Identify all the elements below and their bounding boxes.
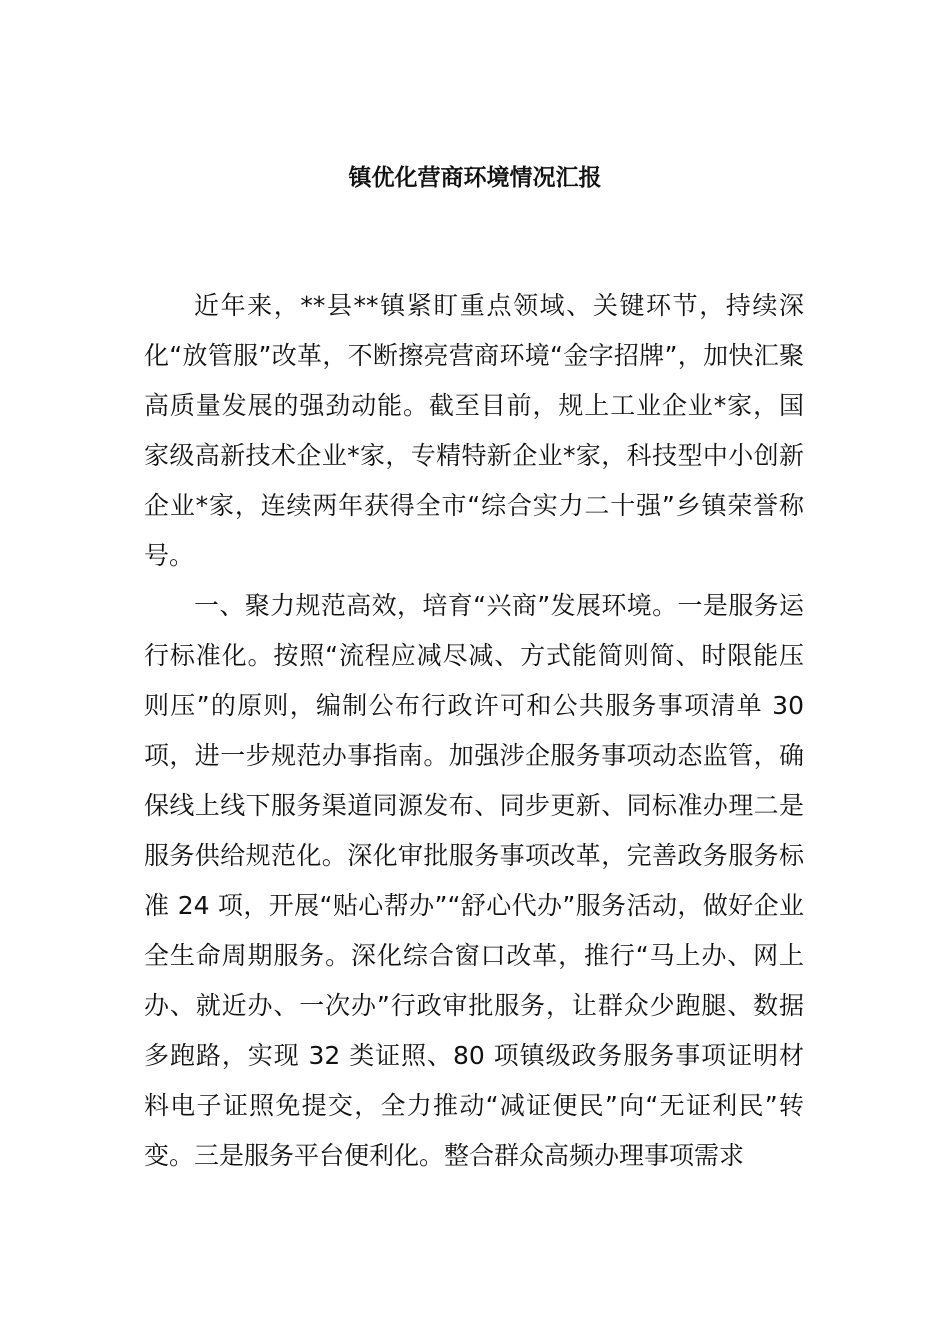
paragraph-section-one: 一、聚力规范高效，培育“兴商”发展环境。一是服务运行标准化。按照“流程应减尽减、方式能简则简、时限能压则压”的原则，编制公布行政许可和公共服务事项清单 30 项，进一步规范办事指南。加强涉企服务事项动态监管，确保线上线下服务渠道同源发布、同步更新、同标准办理二是服务供给规范化。深化审批服务事项改革，完善政务服务标准 24 项，开展“贴心帮办”“舒心代办”服务活动，做好企业全生命周期服务。深化综合窗口改革，推行“马上办、网上办、就近办、一次办”行政审批服务，让群众少跑腿、数据多跑路，实现 32 类证照、80 项镇级政务服务事项证明材料电子证照免提交，全力推动“减证便民”向“无证利民”转变。三是服务平台便利化。整合群众高频办理事项需求	[144, 591, 804, 1170]
paragraph-intro: 近年来，**县**镇紧盯重点领域、关键环节，持续深化“放管服”改革，不断擦亮营商环境“金字招牌”，加快汇聚高质量发展的强劲动能。截至目前，规上工业企业*家，国家级高新技术企业*家，专精特新企业*家，科技型中小创新企业*家，连续两年获得全市“综合实力二十强”乡镇荣誉称号。	[144, 291, 804, 570]
document-title: 镇优化营商环境情况汇报	[348, 165, 602, 191]
document-body	[144, 281, 804, 1181]
